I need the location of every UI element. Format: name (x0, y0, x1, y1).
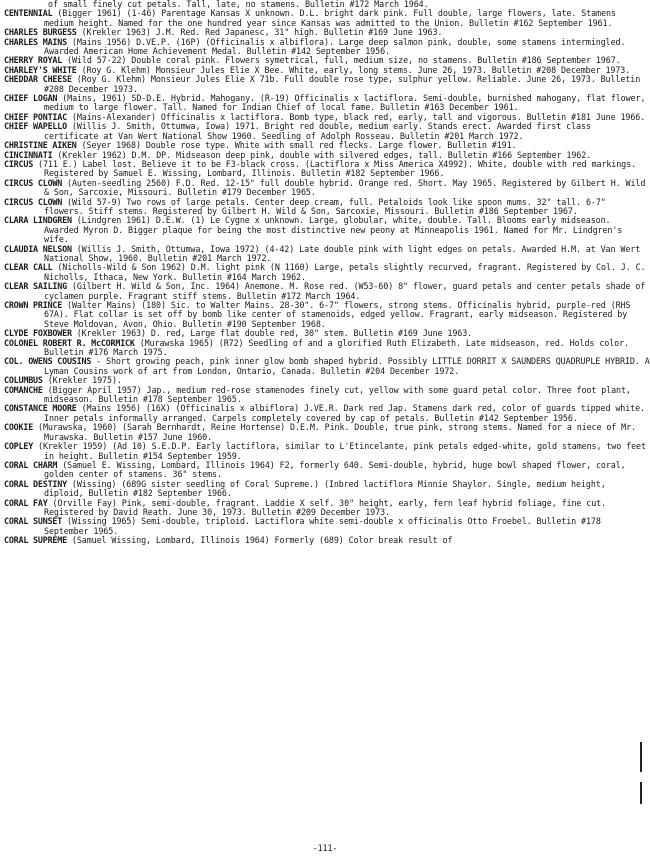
entry-name: CORAL DESTINY (4, 478, 67, 489)
entry-name: CHIEF WAPELLO (4, 121, 67, 132)
entry-text: - Short growing peach, pink inner glow bomb shaped hybrid. Possibly LITTLE DORRIT X SAUNDERS QUADRUPLE HYBRID. A Lyman Cousins work of art from London, Ontario, Canada. Bulletin #204 December 1972. (44, 356, 650, 376)
entry-name: CLYDE FOXBOWER (4, 328, 72, 339)
entry-name: CIRCUS CLOWN (4, 177, 63, 188)
entry-name: COOKIE (4, 422, 34, 433)
entry-text: (Nicholls-Wild & Son 1962) D.M. light pink (N 1160) Large, petals slightly recurved, fragrant. Registered by Col. J. C. Nicholls, Ithaca, New York. Bulletin #164 March 1962. (44, 262, 646, 282)
entry-name: CLEAR SAILING (4, 281, 67, 292)
entry (0, 38, 650, 57)
entry (0, 245, 650, 264)
entry-text: (Wissing 1965) Semi-double, triploid. Lactiflora white semi-double x officinalis Otto Froebel. Bulletin #178 September 1965. (44, 516, 601, 536)
entry (0, 517, 650, 536)
entry-name: CLAUDIA NELSON (4, 243, 72, 254)
entry (0, 9, 650, 28)
margin-bar (640, 742, 642, 772)
entry-text: (Murawska 1965) (R72) Seedling of and a glorified Ruth Elizabeth. Late midseason, red. Holds color. Bulletin #176 March 1975. (44, 337, 629, 358)
entry-text: (Willis J. Smith, Ottumwa, Iowa) 1971. Bright red double, medium early. Stands erect. Awarded first class certificate at Van Wert National Show 1960. Seedling of Adolph Rosseau. Bulletin #201 March 1972. (44, 121, 591, 141)
entry (0, 404, 650, 423)
entry-text: (Murawska, 1960) (Sarah Bernhardt, Reine Hortense) D.E.M. Pink. Double, true pink, strong stems. Named for a niece of Mr. Murawska. Bulletin #157 June 1960. (33, 422, 637, 442)
entry (0, 499, 650, 518)
entry-text: (Wild 57-22) Double coral pink. Flowers symetrical, full, medium size, no stamens. Bulletin #186 September 1967. (62, 55, 621, 66)
entry-text: (Walter Mains) (180) Sic. to Walter Mains. 28-30". 6-7" flowers, strong stems. Officinalis hybrid, purple-red (RHS 67A). Flat collar is set off by bomb like center of stamenoids, edged yellow. Fragrant, early midseason. Registered by Steve Moldovan, Avon, Ohio. Bulletin #190 September 1968. (44, 300, 631, 329)
entry-name: CHARLES MAINS (4, 36, 67, 47)
entry (0, 480, 650, 499)
entry (0, 536, 650, 545)
continued-fragment: of small finely cut petals. Tall, late, no stamens. Bulletin #172 March 1964. (48, 0, 429, 9)
entry-name: CONSTANCE MOORE (4, 403, 77, 414)
entry (0, 75, 650, 94)
entry (0, 122, 650, 141)
entry-name: CROWN PRINCE (4, 300, 63, 310)
entry-text: (Bigger 1961) (1-46) Parentage Kansas X unknown. D.L. bright dark pink. Full double, large flowers, late. Stamens medium height. Named for the one hundred year since Kansas was admitted to the Union. Bulletin #162 September 1961. (44, 8, 616, 28)
entry-name: CHIEF PONTIAC (4, 111, 67, 122)
entry (0, 339, 650, 358)
entry (0, 216, 650, 244)
entry-text: (Mains-Alexander) Officinalis x lactiflora. Bomb type, black red, early, tall and vigorous. Bulletin #181 June 1966. (66, 111, 646, 122)
entry (0, 263, 650, 282)
entry (0, 423, 650, 442)
entry-text: (Krekler 1963) D. red, Large flat double red, 30" stem. Bulletin #169 June 1963. (71, 328, 473, 339)
entry-name: COPLEY (4, 441, 34, 452)
entry (0, 386, 650, 405)
entry-text: (Mains, 1961) SD-D.E. Hybrid. Mahogany. (R-19) Officinalis x lactiflora. Semi-double, burnished mahogany, flat flower, medium to large flower. Tall. Named for Indian Chief of local fame. Bulletin #163 December 1961. (44, 93, 646, 113)
entry-name: COLUMBUS (4, 375, 43, 386)
entry (0, 357, 650, 376)
entry-text: (Orville Fay) Pink, semi-double, fragrant. Laddie X self. 30" height, early, fern leaf hybrid foliage, fine cut. Registered by David Reath. June 30, 1973. Bulletin #209 December 1973. (44, 497, 607, 517)
entry-text: (Samuel Wissing, Lombard, Illinois 1964) Formerly (689) Color break result of (66, 535, 453, 546)
entry (0, 94, 650, 113)
entry (0, 442, 650, 461)
entry-name: CORAL SUNSET (4, 516, 63, 527)
entry (0, 282, 650, 301)
entry-name: CHRISTINE AIKEN (4, 140, 77, 151)
entry-name: CHARLEY'S WHITE (4, 64, 77, 75)
entry-name: CHIEF LOGAN (4, 93, 58, 104)
entry-name: COMANCHE (4, 384, 43, 395)
entry (0, 461, 650, 480)
entry (0, 179, 650, 198)
entry-name: CORAL CHARM (4, 459, 58, 470)
entry-text: (Auten-seedling 2560) F.D. Red. 12-15" full double hybrid. Orange red. Short. May 1965. Registered by Gilbert H. Wild & Son, Sarcoxie, Missouri. Bulletin #179 December 1965. (44, 177, 646, 198)
entry (0, 301, 650, 329)
entry-text: (Seyer 1968) Double rose type. White with small red flecks. Large flower. Bulletin #191. (76, 140, 517, 151)
entry-text: (Krekler 1975). (42, 375, 122, 386)
entry-name: CIRCUS CLOWN (4, 196, 63, 207)
entry-text: (Roy G. Klehm) Monsieur Jules Elie X 71b. Full double rose type, sulphur yellow. Reliable. June 26, 1973. Bulletin #208 December 1973. (44, 74, 641, 94)
entry-text: (Krekler 1963) J.M. Red. Red Japanesc, 31" high. Bulletin #169 June 1963. (76, 27, 443, 38)
entry-name: COL. OWENS COUSINS (4, 356, 92, 367)
entry-name: CLEAR CALL (4, 262, 53, 273)
entry-text: (Willis J. Smith, Ottumwa, Iowa 1972) (4-42) Late double pink with light edges on petals. Awarded H.M. at Van Wert National Show, 1960. Bulletin #201 March 1972. (44, 243, 641, 263)
entry-name: CENTENNIAL (4, 8, 53, 19)
entry-name: CINCINNATI (4, 149, 53, 160)
entry-text: (Wissing) (689G sister seedling of Coral Supreme.) (Inbred lactiflora Minnie Shaylor. Single, medium height, diploid, Bulletin #182 September 1966. (44, 478, 606, 499)
entry (0, 198, 650, 217)
entry-name: CHARLES BURGESS (4, 27, 77, 38)
margin-bar (640, 782, 642, 804)
entry-name: CLARA LINDGREN (4, 215, 72, 226)
entry-name: CORAL SUPREME (4, 535, 67, 546)
entry-name: CHEDDAR CHEESE (4, 74, 72, 85)
entry-text: (Lindgren 1961) D.E.W. (1) Le Cygne x unknown. Large, globular, white, double. Tall. Blooms early midseason. Awarded Myron D. Bigger plaque for being the most distinctive new peony at Minneapolis 1961. Named for Mr. Lindgren's wife. (44, 215, 623, 245)
entry-name: CORAL FAY (4, 497, 48, 508)
entry-text: (711 E.) Label lost. Believe it to be F3-black cross. (Lactiflora x Miss America X4992). White, double with red markings. Registered by Samuel E. Wissing, Lombard, Illinois. Bulletin #182 September 1966. (33, 158, 637, 179)
entry-list (0, 9, 650, 545)
entry-text: (Mains 1956) D.VE.P. (16P) (Officinalis x albiflora). Large deep salmon pink, double, some stamens intermingled. Awarded American Home Achievement Medal. Bulletin #142 September 1956. (44, 36, 626, 57)
entry-text: (Krekler 1962) D.M. DP. Midseason deep pink, double with silvered edges, tall. Bulletin #166 September 1962. (52, 149, 592, 160)
entry-text: (Roy G. Klehm) Monsieur Jules Elie X Bee. White, early, long stems. June 26, 1973. Bulletin #208 December 1973. (76, 64, 631, 75)
entry-text: (Samuel E. Wissing, Lombard, Illinois 1964) F2, formerly 640. Semi-double, hybrid, huge bowl shaped flower, coral, golden center of stamens. 36" stems. (44, 459, 626, 480)
entry-name: CHERRY ROYAL (4, 55, 63, 66)
page-number: -111- (312, 843, 338, 853)
entry-text: (Mains 1956) (16X) (Officinalis x albiflora) J.VE.R. Dark red Jap. Stamens dark red, color of guards tipped white. Inner petals informally arranged. Carpels completely covered by cap of petals. Bulletin #142 September 1956. (44, 403, 645, 423)
entry-name: COLONEL ROBERT R. McCORMICK (4, 337, 135, 348)
entry-text: (Krekler 1959) (Ad 10) S.E.D.P. Early lactiflora, similar to L'Etincelante, pink petals edged-white, gold stamens, two feet in height. Bulletin #154 September 1959. (33, 441, 646, 461)
entry-text: (Gilbert H. Wild & Son, Inc. 1964) Anemone. M. Rose red. (W53-60) 8" flower, guard petals and center petals shade of cyclamen purple. Fragrant stiff stems. Bulletin #172 March 1964. (44, 281, 646, 301)
entry-text: (Wild 57-9) Two rows of large petals. Center deep cream, full. Petaloids look like spoon mums. 32" tall. 6-7" flowers. Stiff stems. Registered by Gilbert H. Wild & Son, Sarcoxie, Missouri. Bulletin #186 September 1967. (44, 196, 606, 216)
entry-name: CIRCUS (4, 158, 34, 169)
entry (0, 160, 650, 179)
entry-text: (Bigger April 1957) Jap., medium red-rose stamenodes finely cut, yellow with some guard petal color. Three foot plant, midseason. Bulletin #178 September 1965. (42, 384, 631, 405)
